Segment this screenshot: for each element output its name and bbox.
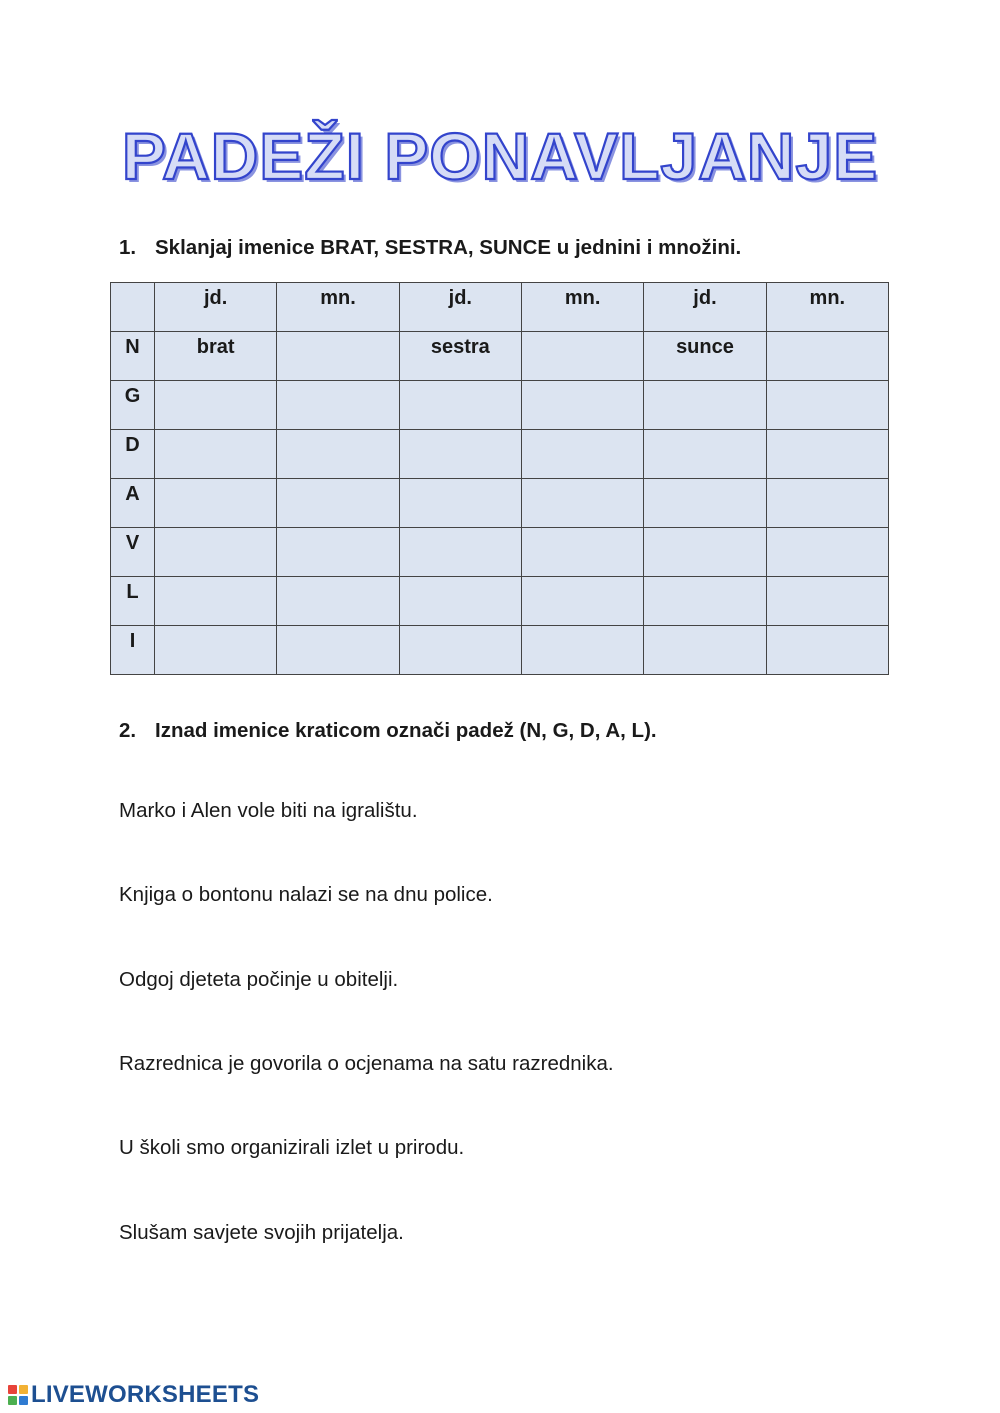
- answer-cell[interactable]: [644, 381, 766, 430]
- task-2-number: 2.: [119, 719, 137, 742]
- table-cell: sestra: [399, 332, 521, 381]
- sentence-5[interactable]: U školi smo organizirali izlet u prirodu.: [119, 1136, 465, 1159]
- task-1-instruction: [119, 236, 741, 260]
- header-cell: jd.: [399, 283, 521, 332]
- answer-cell[interactable]: [521, 528, 643, 577]
- declension-table: [110, 282, 889, 675]
- answer-cell[interactable]: [155, 479, 277, 528]
- table-cell: brat: [155, 332, 277, 381]
- answer-cell[interactable]: [766, 528, 888, 577]
- answer-cell[interactable]: [766, 479, 888, 528]
- answer-cell[interactable]: [766, 626, 888, 675]
- answer-cell[interactable]: [644, 528, 766, 577]
- answer-cell[interactable]: [521, 626, 643, 675]
- answer-cell[interactable]: [399, 381, 521, 430]
- answer-cell[interactable]: [644, 577, 766, 626]
- answer-cell[interactable]: [277, 577, 399, 626]
- answer-cell[interactable]: [155, 430, 277, 479]
- answer-cell[interactable]: [399, 528, 521, 577]
- answer-cell[interactable]: [766, 430, 888, 479]
- liveworksheets-logo: [8, 1383, 259, 1407]
- task-1-number: 1.: [119, 236, 137, 259]
- case-label: A: [111, 479, 155, 528]
- answer-cell[interactable]: [766, 381, 888, 430]
- answer-cell[interactable]: [277, 479, 399, 528]
- answer-cell[interactable]: [521, 430, 643, 479]
- answer-cell[interactable]: [521, 381, 643, 430]
- answer-cell[interactable]: [766, 332, 888, 381]
- answer-cell[interactable]: [644, 626, 766, 675]
- case-label: N: [111, 332, 155, 381]
- sentence-4[interactable]: Razrednica je govorila o ocjenama na satu razrednika.: [119, 1052, 614, 1075]
- logo-mark-square: [8, 1385, 17, 1394]
- table-header-row: [111, 283, 889, 332]
- table-row: [111, 332, 889, 381]
- case-label: I: [111, 626, 155, 675]
- case-label: G: [111, 381, 155, 430]
- answer-cell[interactable]: [277, 528, 399, 577]
- sentence-6[interactable]: Slušam savjete svojih prijatelja.: [119, 1221, 404, 1244]
- answer-cell[interactable]: [644, 430, 766, 479]
- header-cell: mn.: [277, 283, 399, 332]
- answer-cell[interactable]: [155, 626, 277, 675]
- answer-cell[interactable]: [521, 332, 643, 381]
- task-2-text: Iznad imenice kraticom označi padež (N, G, D, A, L).: [155, 719, 657, 742]
- sentence-1[interactable]: Marko i Alen vole biti na igralištu.: [119, 799, 418, 822]
- table-row: [111, 381, 889, 430]
- table-row: [111, 479, 889, 528]
- header-cell: mn.: [521, 283, 643, 332]
- logo-text: LIVEWORKSHEETS: [31, 1381, 260, 1408]
- table-row: [111, 528, 889, 577]
- logo-mark-square: [8, 1396, 17, 1405]
- answer-cell[interactable]: [277, 332, 399, 381]
- case-label: V: [111, 528, 155, 577]
- page-title: PADEŽI PONAVLJANJE: [121, 119, 879, 193]
- header-cell: [111, 283, 155, 332]
- logo-mark-square: [19, 1385, 28, 1394]
- table-row: [111, 626, 889, 675]
- header-cell: jd.: [644, 283, 766, 332]
- answer-cell[interactable]: [644, 479, 766, 528]
- answer-cell[interactable]: [277, 626, 399, 675]
- sentence-2[interactable]: Knjiga o bontonu nalazi se na dnu police.: [119, 883, 493, 906]
- task-2-instruction: [119, 719, 657, 743]
- logo-mark-icon: [8, 1385, 28, 1405]
- answer-cell[interactable]: [399, 626, 521, 675]
- header-cell: jd.: [155, 283, 277, 332]
- answer-cell[interactable]: [277, 430, 399, 479]
- answer-cell[interactable]: [521, 577, 643, 626]
- answer-cell[interactable]: [277, 381, 399, 430]
- answer-cell[interactable]: [155, 381, 277, 430]
- answer-cell[interactable]: [399, 479, 521, 528]
- answer-cell[interactable]: [399, 430, 521, 479]
- answer-cell[interactable]: [521, 479, 643, 528]
- table-row: [111, 430, 889, 479]
- logo-mark-square: [19, 1396, 28, 1405]
- sentence-3[interactable]: Odgoj djeteta počinje u obitelji.: [119, 968, 399, 991]
- header-cell: mn.: [766, 283, 888, 332]
- case-label: L: [111, 577, 155, 626]
- case-label: D: [111, 430, 155, 479]
- table-row: [111, 577, 889, 626]
- task-1-text: Sklanjaj imenice BRAT, SESTRA, SUNCE u jednini i množini.: [155, 236, 742, 259]
- answer-cell[interactable]: [766, 577, 888, 626]
- answer-cell[interactable]: [399, 577, 521, 626]
- answer-cell[interactable]: [155, 528, 277, 577]
- table-cell: sunce: [644, 332, 766, 381]
- answer-cell[interactable]: [155, 577, 277, 626]
